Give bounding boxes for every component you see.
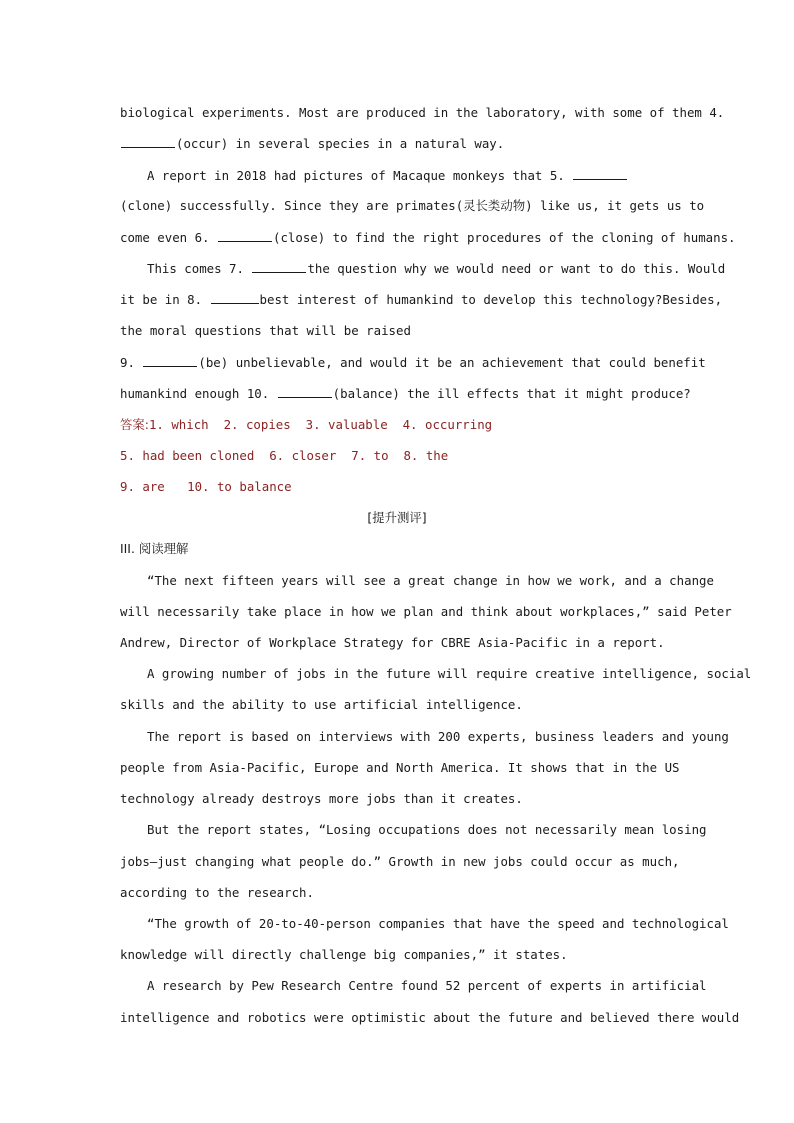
reading-line-13: knowledge will directly challenge big companies,” it states.: [120, 947, 568, 962]
cloze-line-2: (occur) in several species in a natural way.: [120, 134, 674, 154]
reading-line-9: But the report states, “Losing occupations does not necessarily mean losing: [147, 822, 707, 837]
section-heading: III. 阅读理解: [120, 541, 189, 556]
blank-5: [573, 166, 627, 180]
reading-line-12: “The growth of 20-to-40-person companies that have the speed and technological: [147, 916, 729, 931]
cloze-line-9: 9. (be) unbelievable, and would it be an achievement that could benefit: [120, 355, 706, 370]
cloze-line-6: This comes 7. the question why we would need or want to do this. Would: [147, 261, 726, 276]
reading-line-14: A research by Pew Research Centre found 52 percent of experts in artificial: [147, 978, 707, 993]
reading-line-11: according to the research.: [120, 885, 314, 900]
blank-9: [143, 353, 197, 367]
reading-line-10: jobs—just changing what people do.” Growth in new jobs could occur as much,: [120, 854, 680, 869]
reading-line-1: “The next fifteen years will see a great change in how we work, and a change: [147, 573, 714, 588]
cloze-line-1: biological experiments. Most are produced in the laboratory, with some of them 4.: [120, 105, 725, 120]
blank-6: [218, 228, 272, 242]
reading-line-2: will necessarily take place in how we plan and think about workplaces,” said Peter: [120, 604, 732, 619]
reading-line-8: technology already destroys more jobs than it creates.: [120, 791, 523, 806]
blank-4: [121, 134, 175, 148]
section-title: [提升测评]: [367, 510, 427, 525]
cloze-line-7: it be in 8. best interest of humankind to develop this technology?Besides,: [120, 292, 723, 307]
answers-label: 答案:: [120, 417, 149, 432]
reading-line-3: Andrew, Director of Workplace Strategy for CBRE Asia-Pacific in a report.: [120, 635, 665, 650]
cloze-line-10: humankind enough 10. (balance) the ill effects that it might produce?: [120, 386, 691, 401]
reading-line-6: The report is based on interviews with 200 experts, business leaders and young: [147, 729, 729, 744]
blank-7: [252, 259, 306, 273]
blank-8: [211, 290, 259, 304]
blank-10: [278, 384, 332, 398]
reading-line-7: people from Asia-Pacific, Europe and North America. It shows that in the US: [120, 760, 680, 775]
reading-line-4: A growing number of jobs in the future will require creative intelligence, social: [147, 666, 752, 681]
cloze-line-8: the moral questions that will be raised: [120, 323, 411, 338]
cloze-line-3: A report in 2018 had pictures of Macaque monkeys that 5.: [147, 166, 674, 186]
reading-line-15: intelligence and robotics were optimistic about the future and believed there would: [120, 1010, 740, 1025]
answers-line-1: 答案:1. which 2. copies 3. valuable 4. occurring: [120, 417, 493, 432]
answers-line-2: 5. had been cloned 6. closer 7. to 8. the: [120, 448, 449, 463]
answers-line-3: 9. are 10. to balance: [120, 479, 292, 494]
cloze-line-4: (clone) successfully. Since they are primates(灵长类动物) like us, it gets us to: [120, 198, 705, 213]
reading-line-5: skills and the ability to use artificial intelligence.: [120, 697, 523, 712]
cloze-line-5: come even 6. (close) to find the right procedures of the cloning of humans.: [120, 230, 736, 245]
